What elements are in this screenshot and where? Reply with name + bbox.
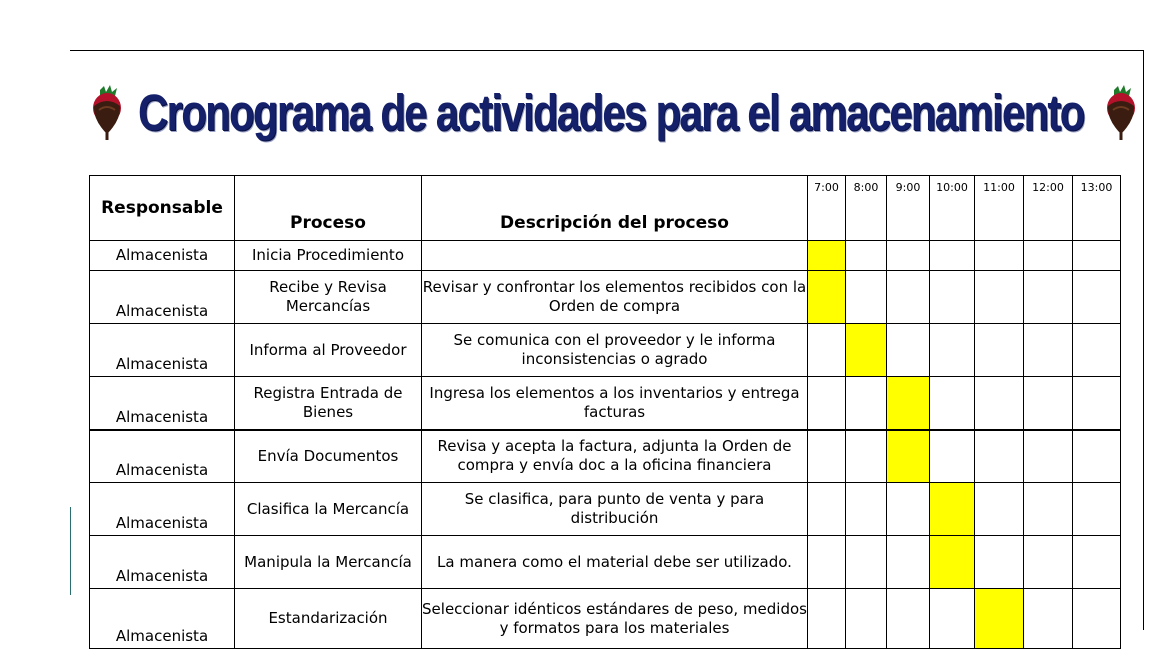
- hour-cell: [887, 271, 930, 324]
- header-hour: 7:00: [808, 176, 846, 241]
- hour-cell: [975, 241, 1024, 271]
- descripcion-cell: Se clasifica, para punto de venta y para distribución: [422, 483, 808, 536]
- hour-cell: [808, 483, 846, 536]
- hour-cell: [887, 430, 930, 483]
- hour-cell: [846, 377, 887, 430]
- left-accent-line: [70, 507, 71, 595]
- chocolate-strawberry-icon: [90, 84, 124, 142]
- hour-cell: [846, 589, 887, 649]
- hour-cell: [1024, 377, 1073, 430]
- hour-cell: [846, 324, 887, 377]
- proceso-cell: Registra Entrada de Bienes: [235, 377, 422, 430]
- hour-cell: [1024, 430, 1073, 483]
- hour-cell: [930, 241, 975, 271]
- hour-cell: [887, 536, 930, 589]
- hour-cell: [975, 483, 1024, 536]
- hour-cell: [975, 589, 1024, 649]
- hour-cell: [1073, 430, 1121, 483]
- table-row: [90, 536, 1121, 589]
- responsable-cell: Almacenista: [90, 241, 235, 271]
- header-descripcion: Descripción del proceso: [422, 176, 808, 241]
- table-row: [90, 271, 1121, 324]
- proceso-cell: Recibe y Revisa Mercancías: [235, 271, 422, 324]
- hour-cell: [1024, 483, 1073, 536]
- hour-cell: [1073, 241, 1121, 271]
- header-hour: 10:00: [930, 176, 975, 241]
- page-title: Cronograma de actividades para el amacenamiento: [138, 84, 1084, 141]
- title-row: [90, 80, 1140, 150]
- descripcion-cell: Seleccionar idénticos estándares de peso, medidos y formatos para los materiales: [422, 589, 808, 649]
- descripcion-cell: Revisar y confrontar los elementos recibidos con la Orden de compra: [422, 271, 808, 324]
- hour-cell: [930, 377, 975, 430]
- hour-cell: [1073, 536, 1121, 589]
- responsable-cell: Almacenista: [90, 324, 235, 377]
- table-row: [90, 483, 1121, 536]
- hour-cell: [1024, 241, 1073, 271]
- hour-cell: [808, 324, 846, 377]
- descripcion-cell: [422, 241, 808, 271]
- hour-cell: [930, 271, 975, 324]
- header-proceso: Proceso: [235, 176, 422, 241]
- responsable-cell: Almacenista: [90, 377, 235, 430]
- hour-cell: [1024, 536, 1073, 589]
- header-responsable: Responsable: [90, 176, 235, 241]
- hour-cell: [887, 589, 930, 649]
- hour-cell: [1073, 324, 1121, 377]
- table-row: [90, 377, 1121, 430]
- schedule-table: [89, 175, 1121, 649]
- hour-cell: [887, 377, 930, 430]
- table-row: [90, 589, 1121, 649]
- hour-cell: [808, 241, 846, 271]
- chocolate-strawberry-icon: [1104, 84, 1138, 142]
- header-hour: 13:00: [1073, 176, 1121, 241]
- hour-cell: [1073, 271, 1121, 324]
- hour-cell: [808, 377, 846, 430]
- table-row: [90, 324, 1121, 377]
- hour-cell: [846, 536, 887, 589]
- descripcion-cell: Ingresa los elementos a los inventarios y entrega facturas: [422, 377, 808, 430]
- hour-cell: [975, 377, 1024, 430]
- hour-cell: [808, 536, 846, 589]
- responsable-cell: Almacenista: [90, 483, 235, 536]
- hour-cell: [930, 483, 975, 536]
- proceso-cell: Estandarización: [235, 589, 422, 649]
- proceso-cell: Inicia Procedimiento: [235, 241, 422, 271]
- header-hour: 12:00: [1024, 176, 1073, 241]
- header-hour: 11:00: [975, 176, 1024, 241]
- descripcion-cell: La manera como el material debe ser utilizado.: [422, 536, 808, 589]
- table-row: [90, 241, 1121, 271]
- hour-cell: [1024, 271, 1073, 324]
- table-row: [90, 430, 1121, 483]
- descripcion-cell: Se comunica con el proveedor y le informa inconsistencias o agrado: [422, 324, 808, 377]
- hour-cell: [846, 271, 887, 324]
- hour-cell: [887, 483, 930, 536]
- header-row: [90, 176, 1121, 241]
- hour-cell: [1024, 589, 1073, 649]
- hour-cell: [930, 324, 975, 377]
- hour-cell: [887, 324, 930, 377]
- responsable-cell: Almacenista: [90, 271, 235, 324]
- hour-cell: [808, 430, 846, 483]
- hour-cell: [846, 483, 887, 536]
- header-hour: 8:00: [846, 176, 887, 241]
- proceso-cell: Manipula la Mercancía: [235, 536, 422, 589]
- hour-cell: [975, 324, 1024, 377]
- hour-cell: [930, 536, 975, 589]
- responsable-cell: Almacenista: [90, 536, 235, 589]
- hour-cell: [1073, 483, 1121, 536]
- hour-cell: [975, 536, 1024, 589]
- proceso-cell: Envía Documentos: [235, 430, 422, 483]
- hour-cell: [975, 271, 1024, 324]
- header-hour: 9:00: [887, 176, 930, 241]
- hour-cell: [808, 271, 846, 324]
- hour-cell: [930, 430, 975, 483]
- hour-cell: [846, 241, 887, 271]
- responsable-cell: Almacenista: [90, 430, 235, 483]
- hour-cell: [1073, 377, 1121, 430]
- hour-cell: [930, 589, 975, 649]
- hour-cell: [887, 241, 930, 271]
- responsable-cell: Almacenista: [90, 589, 235, 649]
- proceso-cell: Informa al Proveedor: [235, 324, 422, 377]
- hour-cell: [1024, 324, 1073, 377]
- hour-cell: [1073, 589, 1121, 649]
- schedule-body: [90, 241, 1121, 649]
- descripcion-cell: Revisa y acepta la factura, adjunta la Orden de compra y envía doc a la oficina financiera: [422, 430, 808, 483]
- top-border-line: [70, 50, 1144, 51]
- hour-cell: [846, 430, 887, 483]
- right-border-line: [1143, 50, 1144, 630]
- proceso-cell: Clasifica la Mercancía: [235, 483, 422, 536]
- hour-cell: [808, 589, 846, 649]
- hour-cell: [975, 430, 1024, 483]
